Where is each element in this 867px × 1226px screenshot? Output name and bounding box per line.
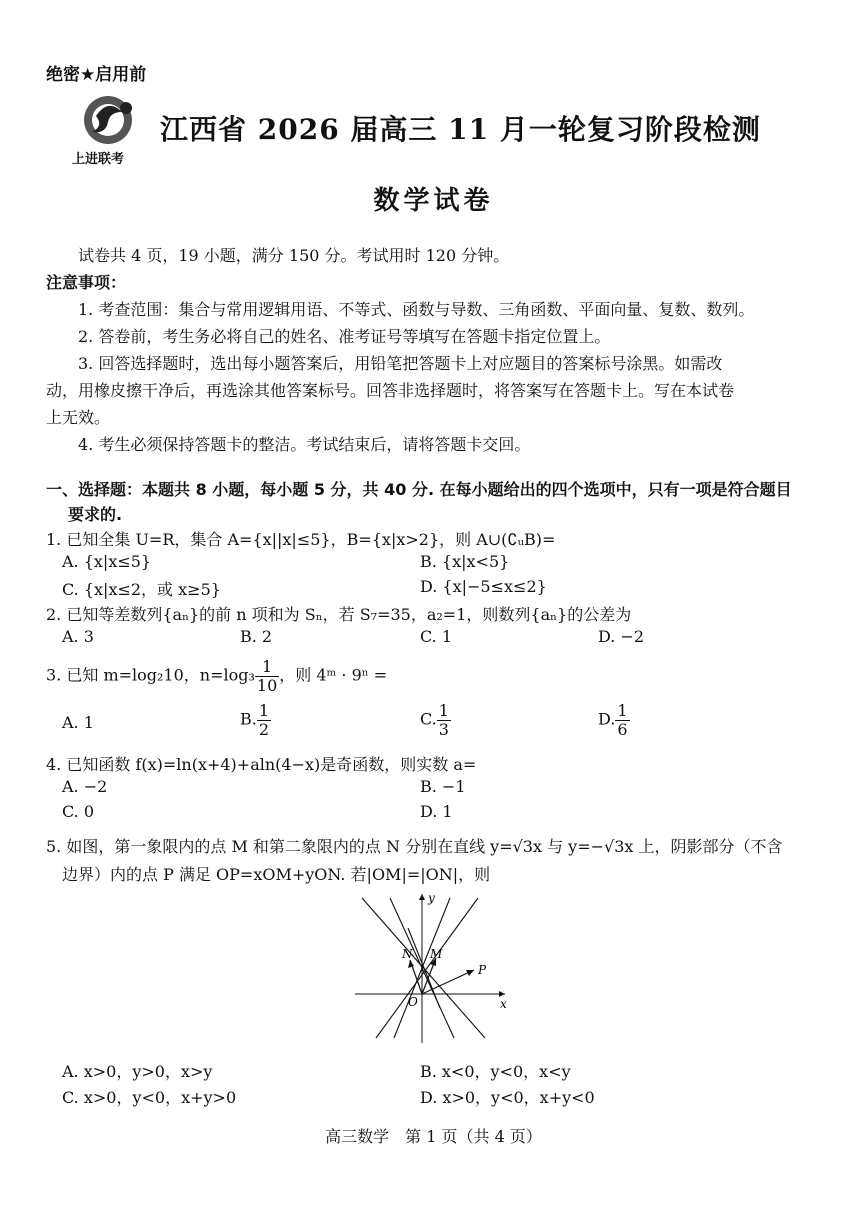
question-2-option-d: D. −2 <box>598 627 645 646</box>
fraction-denominator: 10 <box>256 675 278 695</box>
notes-heading: 注意事项： <box>46 273 127 292</box>
question-3-stem-post: ，则 4ᵐ · 9ⁿ = <box>279 665 388 685</box>
exam-intro: 试卷共 4 页，19 小题，满分 150 分。考试用时 120 分钟。 <box>78 246 510 265</box>
section-heading-cont: 要求的. <box>68 505 123 524</box>
question-3-option-b <box>240 702 271 738</box>
question-5-stem-line2: 边界）内的点 P 满足 OP=xOM+yON. 若|OM|=|ON|，则 <box>62 865 491 884</box>
note-item: 2. 答卷前，考生务必将自己的姓名、准考证号等填写在答题卡指定位置上。 <box>78 327 611 346</box>
section-heading: 一、选择题：本题共 8 小题，每小题 5 分，共 40 分. 在每小题给出的四个选项中，只有一项是符合题目 <box>46 480 792 499</box>
question-3-option-c <box>420 702 451 738</box>
page-footer: 高三数学 第 1 页（共 4 页） <box>325 1127 542 1146</box>
logo-text: 上进联考 <box>72 152 125 167</box>
question-5-stem-line1: 5. 如图，第一象限内的点 M 和第二象限内的点 N 分别在直线 y=√3x 与 y=−√3x 上，阴影部分（不含 <box>46 837 783 856</box>
question-5-option-c: C. x>0，y<0，x+y>0 <box>62 1088 237 1107</box>
fraction-numerator: 1 <box>255 658 279 677</box>
question-5-option-a: A. x>0，y>0，x>y <box>62 1062 213 1081</box>
fraction-denominator: 3 <box>438 719 449 739</box>
exam-title: 江西省 2026 届高三 11 月一轮复习阶段检测 <box>160 113 761 146</box>
figure-label-p: P <box>478 963 487 977</box>
figure-label-n: N <box>402 947 413 961</box>
line-y-sqrt3x <box>376 898 478 1038</box>
question-5-option-d: D. x>0，y<0，x+y<0 <box>420 1088 595 1107</box>
option-label: B. <box>240 709 257 729</box>
question-5-figure <box>350 888 520 1048</box>
question-3-fraction <box>255 658 279 694</box>
exam-subtitle: 数学试卷 <box>373 186 494 216</box>
note-item: 动，用橡皮擦干净后，再选涂其他答案标号。回答非选择题时，将答案写在答题卡上。写在本试卷 <box>46 381 735 400</box>
question-3-option-a: A. 1 <box>62 713 94 732</box>
note-item: 上无效。 <box>46 408 111 427</box>
note-item: 1. 考查范围：集合与常用逻辑用语、不等式、函数与导数、三角函数、平面向量、复数、数列。 <box>78 300 755 319</box>
question-1-stem: 1. 已知全集 U=R，集合 A={x||x|≤5}，B={x|x>2}，则 A∪(∁ᵤB)= <box>46 530 556 549</box>
question-2-option-c: C. 1 <box>420 627 453 646</box>
note-item: 4. 考生必须保持答题卡的整洁。考试结束后，请将答题卡交回。 <box>78 435 531 454</box>
fraction-denominator: 2 <box>258 719 270 739</box>
question-2-option-a: A. 3 <box>62 627 94 646</box>
question-3-stem-pre: 3. 已知 m=log₂10，n=log₃ <box>46 665 255 685</box>
question-1-option-c: C. {x|x≤2，或 x≥5} <box>62 580 221 599</box>
option-label: D. <box>598 709 616 729</box>
question-4-option-c: C. 0 <box>62 802 95 821</box>
figure-label-o: O <box>408 995 418 1009</box>
option-fraction <box>437 702 451 738</box>
question-1-option-b: B. {x|x<5} <box>420 552 510 571</box>
fraction-numerator: 1 <box>258 701 270 720</box>
question-4-option-d: D. 1 <box>420 802 453 821</box>
question-5-option-b: B. x<0，y<0，x<y <box>420 1062 571 1081</box>
fraction-numerator: 1 <box>438 701 449 720</box>
question-2-stem: 2. 已知等差数列{aₙ}的前 n 项和为 Sₙ，若 S₇=35，a₂=1，则数列{aₙ}的公差为 <box>46 605 632 624</box>
fraction-denominator: 6 <box>617 719 628 739</box>
question-3-option-d <box>598 702 630 738</box>
question-1-option-d: D. {x|−5≤x≤2} <box>420 577 547 596</box>
fraction-numerator: 1 <box>617 701 628 720</box>
y-axis-arrow-icon <box>419 894 425 900</box>
option-label: C. <box>420 709 437 729</box>
figure-label-x: x <box>500 997 507 1011</box>
confidential-label: 绝密★启用前 <box>46 65 147 85</box>
note-item: 3. 回答选择题时，选出每小题答案后，用铅笔把答题卡上对应题目的答案标号涂黑。如需改 <box>78 354 723 373</box>
question-2-option-b: B. 2 <box>240 627 273 646</box>
question-3-stem <box>46 658 387 694</box>
question-4-option-a: A. −2 <box>62 777 108 796</box>
question-4-option-b: B. −1 <box>420 777 466 796</box>
option-fraction <box>615 702 629 738</box>
question-1-option-a: A. {x|x≤5} <box>62 552 152 571</box>
question-4-stem: 4. 已知函数 f(x)=ln(x+4)+aln(4−x)是奇函数，则实数 a= <box>46 755 477 774</box>
option-fraction <box>257 702 271 738</box>
figure-label-m: M <box>430 947 443 961</box>
figure-label-y: y <box>428 891 435 905</box>
